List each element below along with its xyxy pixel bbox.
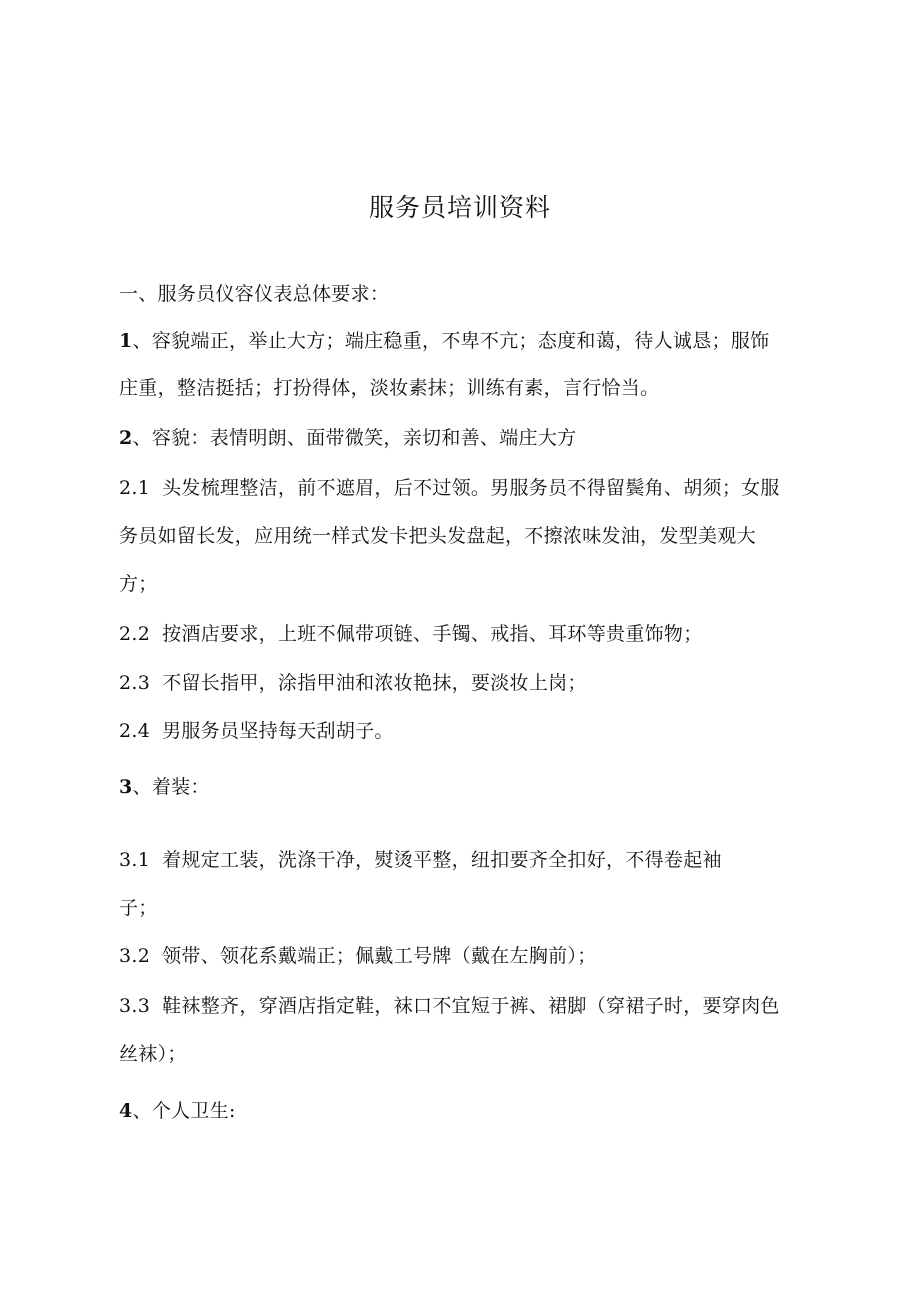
item-2-2-text: 按酒店要求，上班不佩带项链、手镯、戒指、耳环等贵重饰物； [162,623,703,645]
item-3-3-text: 鞋袜整齐，穿酒店指定鞋，袜口不宜短于裤、裙脚（穿裙子时，要穿肉色 [162,995,780,1017]
item-2-4-text: 男服务员坚持每天刮胡子。 [162,720,394,742]
item-2-1-line-2: 务员如留长发，应用统一样式发卡把头发盘起，不擦浓味发油，发型美观大 [119,525,756,547]
item-2-text: 、容貌：表情明朗、面带微笑，亲切和善、端庄大方 [132,427,577,449]
item-2-3 [119,669,587,697]
item-2-number: 2 [119,427,133,449]
item-2-4 [119,717,394,745]
item-2-2-number: 2.2 [119,623,151,645]
item-1-text: 、容貌端正，举止大方；端庄稳重，不卑不亢；态度和蔼，待人诚恳；服饰 [132,330,770,352]
section-heading: 一、服务员仪容仪表总体要求： [119,283,390,305]
item-4-text: 、个人卫生: [132,1100,236,1122]
item-2-3-text: 不留长指甲，涂指甲油和浓妆艳抹，要淡妆上岗； [162,672,587,694]
item-2-4-number: 2.4 [119,720,151,742]
item-3-2 [119,942,597,970]
item-3-3-number: 3.3 [119,995,151,1017]
item-3-3-line-2: 丝袜）； [119,1043,187,1065]
document-title: 服务员培训资料 [368,193,551,222]
item-3-2-text: 领带、领花系戴端正；佩戴工号牌（戴在左胸前）； [162,945,597,967]
item-3-1-number: 3.1 [119,849,151,871]
item-3-number: 3 [119,776,133,798]
item-4-number: 4 [119,1100,133,1122]
item-3 [119,773,210,801]
item-2 [119,424,576,452]
item-3-1-text: 着规定工装，洗涤干净，熨烫平整，纽扣要齐全扣好，不得卷起袖 [162,849,722,871]
item-3-text: 、着装： [132,776,210,798]
item-3-1-line-1 [119,846,722,874]
item-2-1-text: 头发梳理整洁，前不遮眉，后不过领。男服务员不得留鬓角、胡须；女服 [162,477,780,499]
item-2-2 [119,620,703,648]
item-3-1-line-2: 子； [119,897,158,919]
item-3-2-number: 3.2 [119,945,151,967]
item-2-3-number: 2.3 [119,672,151,694]
item-2-1-line-3: 方； [119,573,158,595]
item-2-1-number: 2.1 [119,477,151,499]
item-1-line-2: 庄重，整洁挺括；打扮得体，淡妆素抹；训练有素，言行恰当。 [119,377,660,399]
item-2-1-line-1 [119,474,780,502]
item-1-line-1 [119,327,769,355]
item-4 [119,1097,236,1125]
item-3-3-line-1 [119,992,780,1020]
item-1-number: 1 [119,330,133,352]
